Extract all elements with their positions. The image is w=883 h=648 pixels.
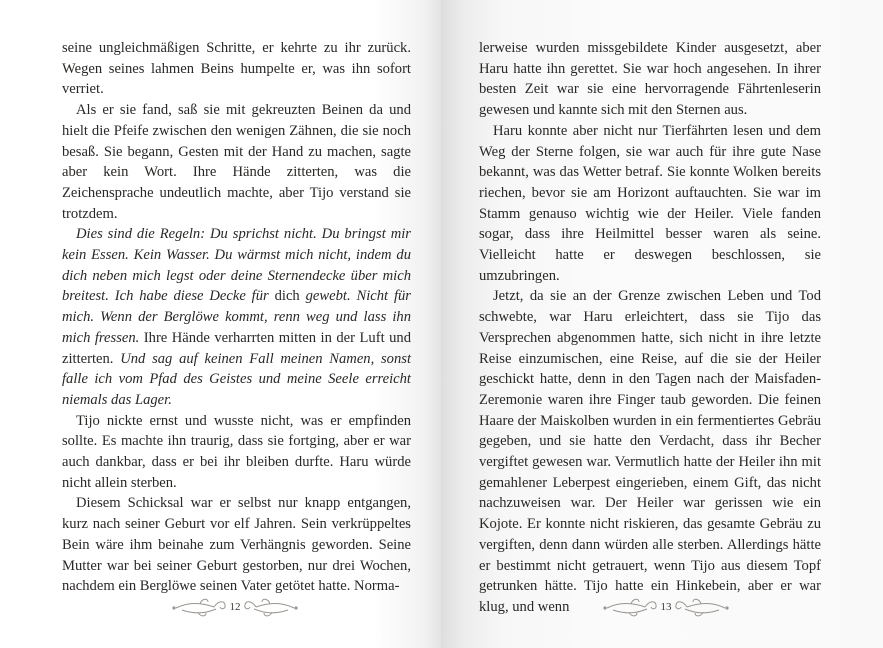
text-run: dich [274,288,300,305]
right-page [441,0,883,648]
text-run: Jetzt, da sie an der Grenze zwischen Leben und Tod schwebte, war Haru erleichtert, dass sie Tijo das Versprechen abgenommen hatte, sich nicht in ihre letzte Reise einzumischen, eine Reise, auf die sie der Heiler geschickt hatte, denn in den Tagen nach der Maisfaden-Zeremonie waren ihre Finger taub geworden. Die feinen Haare der Maiskolben wurden in ein fermentiertes Gebräu gegeben, und sie hatte den Verdacht, dass ihr Becher vergiftet gewesen war. Vermutlich hatte der Heiler ihn mit gemahlener Leberpest eingerieben, einem Gift, das nicht nachzuweisen war. Der Heiler war gerissen wie ein Kojote. Er konnte nicht riskieren, das gesamte Gebräu zu vergiften, denn dann würden alle sterben. Allerdings hätte er bestimmt nicht getrauert, wenn Tijo aus diesem Topf getrunken hätte. Tijo hatte ein Hinkebein, aber er war klug, und wenn [479,288,821,615]
left-page [0,0,441,648]
italic-text: Und sag auf keinen Fall meinen Namen, sonst falle ich vom Pfad des Geistes und meine Seele erreicht niemals das Lager. [62,350,411,408]
text-run: Ihre Hände verharrten mitten in der Luft und zitterten. [62,329,411,367]
page-number: 13 [660,601,672,613]
paragraph [62,493,411,597]
left-page-text [62,38,411,597]
text-run: Tijo nickte ernst und wusste nicht, was er empfinden sollte. Es machte ihn traurig, dass sie fortging, aber er war auch dankbar, dass er bei ihr bleiben durfte. Haru würde nicht allein sterben. [62,412,411,491]
page-number: 12 [229,601,241,613]
text-run: seine ungleichmäßigen Schritte, er kehrte zu ihr zurück. Wegen seines lahmen Beins humpelte er, was ihn sofort verriet. [62,40,411,98]
left-page-folio [170,592,300,622]
paragraph [62,38,411,100]
text-run: Als er sie fand, saß sie mit gekreuzten Beinen da und hielt die Pfeife zwischen den wenigen Zähnen, die sie noch besaß. Sie begann, Gesten mit der Hand zu machen, sagte aber kein Wort. Ihre Hände zitterten, was die Zeichensprache undeutlich machte, aber Tijo verstand sie trotzdem. [62,102,411,222]
italic-text: gewebt. Nicht für mich. Wenn der Berglöwe kommt, renn weg und lass ihn mich fressen. [62,288,411,346]
paragraph [479,38,821,121]
italic-text: Dies sind die Regeln: Du sprichst nicht. Du bringst mir kein Essen. Kein Wasser. Du wärmst mich nicht, indem du dich neben mich legst oder deine Sternendecke über mich breitest. Ich habe diese Decke für [62,226,411,305]
paragraph [62,411,411,494]
text-run: Haru konnte aber nicht nur Tierfährten lesen und dem Weg der Sterne folgen, sie war auch für ihre gute Nase bekannt, was das Wetter betraf. Sie konnte Wolken bereits riechen, bevor sie am Horizont auftauchten. Sie war im Stamm genauso wichtig wie der Heiler. Viele fanden sogar, dass ihre Heilmittel besser waren als seine. Vielleicht hatte er deswegen beschlossen, sie umzubringen. [479,122,821,284]
text-run: lerweise wurden missgebildete Kinder ausgesetzt, aber Haru hatte ihn gerettet. Sie war hoch angesehen. In ihrer besten Zeit war sie eine hervorragende Fährtenleserin gewesen und kannte sich mit den Sternen aus. [479,40,821,119]
text-run: Diesem Schicksal war er selbst nur knapp entgangen, kurz nach seiner Geburt vor elf Jahren. Sein verkrüppeltes Bein wäre ihm beinahe zum Verhängnis geworden. Seine Mutter war bei seiner Geburt gestorben, nur drei Wochen, nachdem ein Berglöwe seinen Vater getötet hatte. Norma- [62,495,411,595]
paragraph [62,224,411,410]
paragraph [479,121,821,287]
paragraph [62,100,411,224]
right-page-text [479,38,821,618]
right-page-folio [601,592,731,622]
paragraph [479,286,821,617]
